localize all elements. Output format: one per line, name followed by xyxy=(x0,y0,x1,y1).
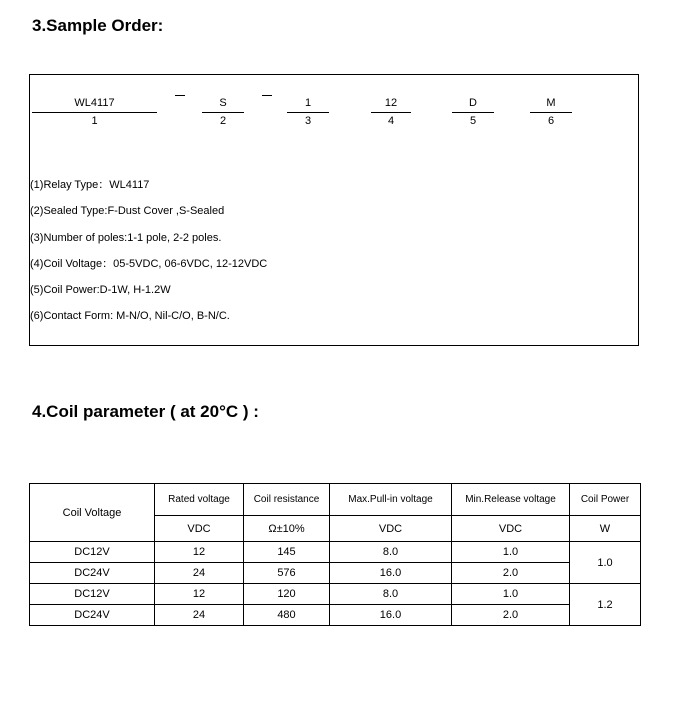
order-code-underline xyxy=(32,112,157,113)
order-option: (3)Number of poles:1-1 pole, 2-2 poles. xyxy=(30,231,222,244)
table-row xyxy=(30,542,641,563)
order-options-list xyxy=(30,172,267,330)
unit-cell: Ω±10% xyxy=(244,516,330,542)
unit-cell: VDC xyxy=(452,516,570,542)
order-option: (6)Contact Form: M-N/O, Nil-C/O, B-N/C. xyxy=(30,310,230,323)
sample-order-box xyxy=(29,74,639,346)
table-cell: DC12V xyxy=(30,542,155,563)
order-code-underline xyxy=(287,112,329,113)
order-code-index: 3 xyxy=(304,115,312,127)
table-row xyxy=(30,584,641,605)
order-code-index: 5 xyxy=(469,115,477,127)
table-cell: 8.0 xyxy=(330,542,452,563)
header-max-pull-in: Max.Pull-in voltage xyxy=(330,484,452,516)
unit-cell: VDC xyxy=(155,516,244,542)
table-cell: 1.0 xyxy=(452,584,570,605)
order-code-index: 2 xyxy=(219,115,227,127)
section-title-coil-parameter: 4.Coil parameter ( at 20°C ) : xyxy=(32,402,259,421)
table-cell: 480 xyxy=(244,605,330,626)
table-cell: 8.0 xyxy=(330,584,452,605)
order-code-index: 6 xyxy=(547,115,555,127)
order-code-dash xyxy=(262,95,272,96)
order-code-value: 1 xyxy=(304,97,312,109)
table-cell: DC24V xyxy=(30,563,155,584)
table-cell: 2.0 xyxy=(452,563,570,584)
order-code-underline xyxy=(530,112,572,113)
order-code-value: D xyxy=(469,97,477,109)
unit-cell: VDC xyxy=(330,516,452,542)
order-code-underline xyxy=(452,112,494,113)
table-cell: 145 xyxy=(244,542,330,563)
table-cell: 16.0 xyxy=(330,605,452,626)
table-row xyxy=(30,605,641,626)
order-option: (4)Coil Voltage：05-5VDC, 06-6VDC, 12-12VDC xyxy=(30,257,268,270)
header-coil-resistance: Coil resistance xyxy=(244,484,330,516)
unit-cell: W xyxy=(570,516,641,542)
table-header-row xyxy=(30,484,641,516)
table-cell: 12 xyxy=(155,542,244,563)
header-min-release: Min.Release voltage xyxy=(452,484,570,516)
table-cell: 16.0 xyxy=(330,563,452,584)
table-cell: 24 xyxy=(155,563,244,584)
header-coil-power: Coil Power xyxy=(570,484,641,516)
order-code-dash xyxy=(175,95,185,96)
order-option: (1)Relay Type：WL4117 xyxy=(30,179,150,191)
table-cell: 120 xyxy=(244,584,330,605)
table-cell: 12 xyxy=(155,584,244,605)
order-option: (2)Sealed Type:F-Dust Cover ,S-Sealed xyxy=(30,205,225,218)
table-cell: 576 xyxy=(244,563,330,584)
table-cell: 2.0 xyxy=(452,605,570,626)
section-title-sample-order: 3.Sample Order: xyxy=(32,16,164,35)
order-code-underline xyxy=(202,112,244,113)
order-option: (5)Coil Power:D-1W, H-1.2W xyxy=(30,284,171,297)
table-cell: DC24V xyxy=(30,605,155,626)
order-code-value: WL4117 xyxy=(74,97,115,109)
order-code-index: 4 xyxy=(387,115,395,127)
header-coil-voltage: Coil Voltage xyxy=(30,484,155,542)
table-cell: 1.0 xyxy=(452,542,570,563)
order-code-index: 1 xyxy=(91,115,98,127)
order-code-value: M xyxy=(546,97,556,109)
table-row xyxy=(30,563,641,584)
coil-power-cell: 1.2 xyxy=(570,584,641,626)
order-code-underline xyxy=(371,112,411,113)
order-code-value: 12 xyxy=(384,97,398,109)
coil-parameter-table xyxy=(29,483,641,626)
header-rated-voltage: Rated voltage xyxy=(155,484,244,516)
coil-power-cell: 1.0 xyxy=(570,542,641,584)
order-code-value: S xyxy=(219,97,227,109)
table-cell: DC12V xyxy=(30,584,155,605)
table-cell: 24 xyxy=(155,605,244,626)
